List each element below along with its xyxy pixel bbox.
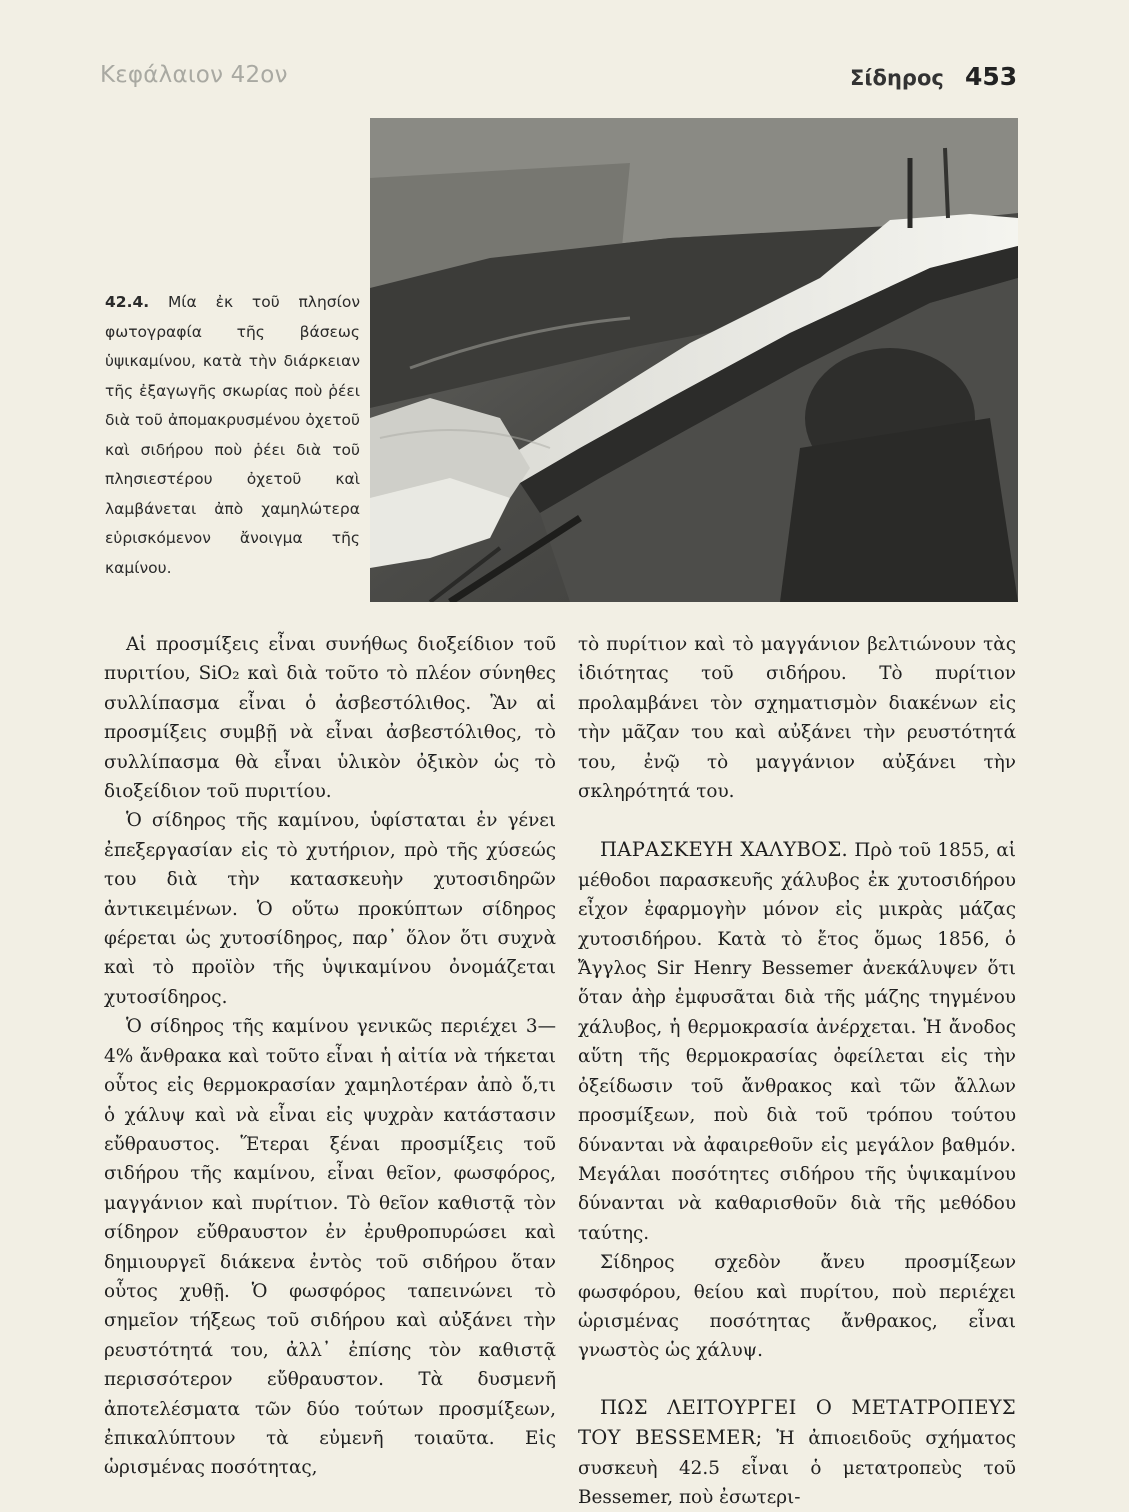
section-heading: ΠΩΣ ΛΕΙΤΟΥΡΓΕΙ Ο ΜΕΤΑΤΡΟΠΕΥΣ ΤΟΥ BESSEMER; — [578, 1395, 1016, 1450]
right-column — [578, 630, 1016, 1512]
paragraph: Ὁ σίδηρος τῆς καμίνου γενικῶς περιέχει 3—4% ἄνθρακα καὶ τοῦτο εἶναι ἡ αἰτία νὰ τήκεται οὗτος εἰς θερμοκρασίαν χαμηλοτέραν ἀπὸ ὅ,τι ὁ χάλυψ καὶ νὰ εἶναι εἰς ψυχρὰν κατάστασιν εὔθραυστος. Ἕτεραι ξέναι προσμίξεις τοῦ σιδήρου τῆς καμίνου, εἶναι θεῖον, φωσφόρος, μαγγάνιον καὶ πυρίτιον. Τὸ θεῖον καθιστᾷ τὸν σίδηρον εὔθραυστον ἐν ἐρυθροπυρώσει καὶ δημιουργεῖ διάκενα ἐντὸς τοῦ σιδήρου ὅταν οὗτος χυθῇ. Ὁ φωσφόρος ταπεινώνει τὸ σημεῖον τήξεως τοῦ σιδήρου καὶ αὐξάνει τὴν ρευστότητά του, ἀλλ᾽ ἐπίσης τὸν καθιστᾷ περισσότερον εὔθραυστον. Τὰ δυσμενῆ ἀποτελέσματα τῶν δύο τούτων προσμίξεων, ἐπικαλύπτουν τὰ εὐμενῆ τοιαῦτα. Εἰς ὡρισμένας ποσότητας, — [104, 1016, 556, 1479]
page-number: 453 — [965, 62, 1018, 91]
paragraph: Σίδηρος σχεδὸν ἄνευ προσμίξεων φωσφόρου, θείου καὶ πυρίτου, ποὺ περιέχει ὡρισμένας ποσότητας ἄνθρακος, εἶναι γνωστὸς ὡς χάλυψ. — [578, 1252, 1016, 1362]
chapter-label: Κεφάλαιον 42ον — [100, 62, 288, 88]
section-text: Πρὸ τοῦ 1855, αἱ μέθοδοι παρασκευῆς χάλυβος ἐκ χυτοσιδήρου εἶχον ἐφαρμογὴν μόνον εἰς μικρὰς μάζας χυτοσιδήρου. Κατὰ τὸ ἔτος ὅμως 1856, ὁ Ἄγγλος Sir Henry Bessemer ἀνεκάλυψεν ὅτι ὅταν ἀὴρ ἐμφυσᾶται διὰ τῆς μάζης τηγμένου χάλυβος, ἡ θερμοκρασία ἀνέρχεται. Ἡ ἄνοδος αὕτη τῆς θερμοκρασίας ὀφείλεται εἰς τὴν ὀξείδωσιν τοῦ ἄνθρακος καὶ τῶν ἄλλων προσμίξεων, ποὺ διὰ τοῦ τρόπου τούτου δύνανται νὰ ἀφαιρεθοῦν εἰς μεγάλον βαθμόν. Μεγάλαι ποσότητες σιδήρου τῆς ὑψικαμίνου δύνανται νὰ καθαρισθοῦν διὰ τῆς μεθόδου ταύτης. — [578, 840, 1016, 1244]
left-column — [104, 630, 556, 1483]
paragraph: Αἱ προσμίξεις εἶναι συνήθως διοξείδιον τοῦ πυριτίου, SiO₂ καὶ διὰ τοῦτο τὸ πλέον σύνηθες συλλίπασμα εἶναι ὁ ἀσβεστόλιθος. Ἂν αἱ προσμίξεις συμβῇ νὰ εἶναι ἀσβεστόλιθος, τὸ συλλίπασμα θὰ εἶναι ὑλικὸν ὀξικὸν ὡς τὸ διοξείδιον τοῦ πυριτίου. — [104, 634, 556, 803]
section-text: Ἡ ἀπιοειδοῦς σχήματος συσκευὴ 42.5 εἶναι ὁ μετατροπεὺς τοῦ Bessemer, ποὺ ἐσωτερι- — [578, 1428, 1016, 1508]
running-title: Σίδηρος — [850, 66, 944, 90]
figure-caption-text: Μία ἐκ τοῦ πλησίον φωτογραφία τῆς βάσεως ὑψικαμίνου, κατὰ τὴν διάρκειαν τῆς ἐξαγωγῆς σκωρίας ποὺ ῥέει διὰ τοῦ ἀπομακρυσμένου ὀχετοῦ καὶ σιδήρου ποὺ ῥέει διὰ τοῦ πλησιεστέρου ὀχετοῦ καὶ λαμβάνεται ἀπὸ χαμηλώτερα εὑρισκόμενον ἄνοιγμα τῆς καμίνου. — [105, 293, 360, 577]
figure-number: 42.4. — [105, 293, 150, 311]
paragraph: τὸ πυρίτιον καὶ τὸ μαγγάνιον βελτιώνουν τὰς ἰδιότητας τοῦ σιδήρου. Τὸ πυρίτιον προλαμβάνει τὸν σχηματισμὸν διακένων εἰς τὴν μᾶζαν του καὶ αὐξάνει τὴν ρευστότητά του, ἐνῷ τὸ μαγγάνιον αὐξάνει τὴν σκληρότητά του. — [578, 634, 1016, 803]
section-paragraph-bessemer — [578, 1393, 1016, 1512]
paragraph: Ὁ σίδηρος τῆς καμίνου, ὑφίσταται ἐν γένει ἐπεξεργασίαν εἰς τὸ χυτήριον, πρὸ τῆς χύσεώς του διὰ τὴν κατασκευὴν χυτοσιδηρῶν ἀντικειμένων. Ὁ οὕτω προκύπτων σίδηρος φέρεται ὡς χυτοσίδηρος, παρ᾽ ὅλον ὅτι συχνὰ καὶ τὸ προϊὸν τῆς ὑψικαμίνου ὀνομάζεται χυτοσίδηρος. — [104, 810, 556, 1008]
section-paragraph-steel — [578, 835, 1016, 1248]
figure-caption — [105, 288, 360, 583]
furnace-photo — [370, 118, 1018, 602]
section-heading: ΠΑΡΑΣΚΕΥΗ ΧΑΛΥΒΟΣ. — [600, 838, 849, 862]
